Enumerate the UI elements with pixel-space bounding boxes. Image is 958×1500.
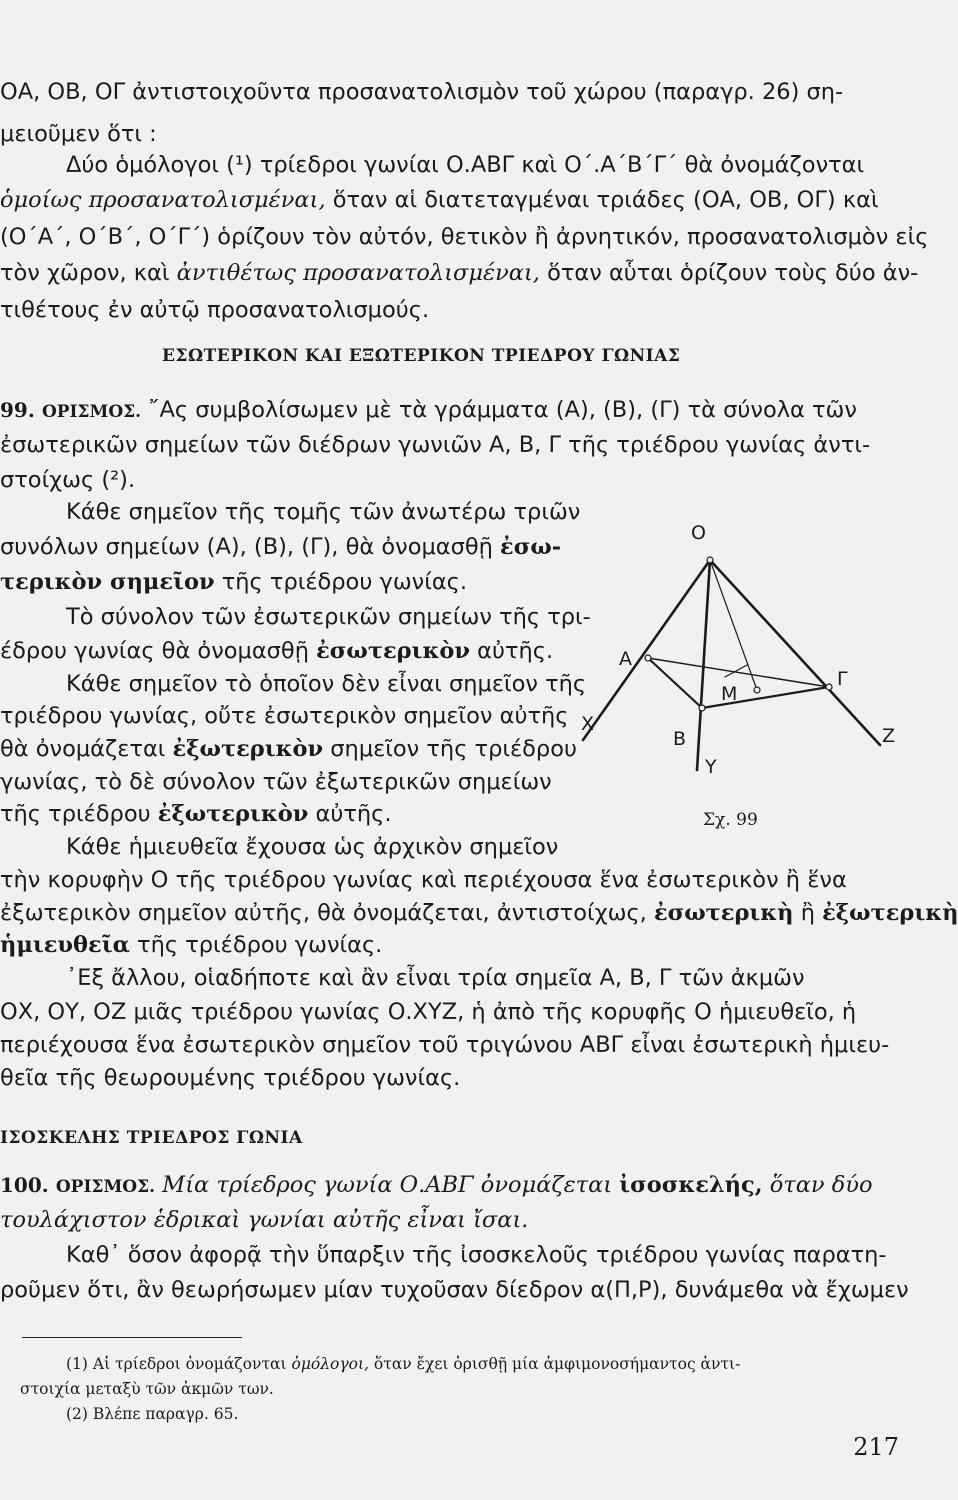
text-span: τὸν χῶρον, καὶ	[0, 260, 177, 286]
definition-label: ΟΡΙΣΜΟΣ.	[55, 1177, 156, 1197]
text-line: τὴν κορυφὴν Ο τῆς τριέδρου γωνίας καὶ περιέχουσα ἕνα ἐσωτερικὸν ἢ ἕνα	[0, 867, 847, 893]
label-A: A	[619, 648, 632, 670]
label-O: O	[691, 522, 706, 544]
bold-term: ἐσω-	[500, 534, 562, 560]
text-line: Δύο ὁμόλογοι (¹) τρίεδροι γωνίαι Ο.ΑΒΓ καὶ Ο΄.Α΄Β΄Γ΄ θὰ ὀνομάζονται	[66, 152, 865, 178]
text-line: Κάθε ἡμιευθεῖα ἔχουσα ὡς ἀρχικὸν σημεῖον	[66, 834, 559, 860]
section-heading: ΕΣΩΤΕΡΙΚΟΝ ΚΑΙ ΕΞΩΤΕΡΙΚΟΝ ΤΡΙΕΔΡΟΥ ΓΩΝΙΑΣ	[162, 346, 681, 366]
bold-term: ἐσωτερικὴ	[653, 900, 794, 926]
italic-term: ὁμοίως προσανατολισμέναι,	[0, 187, 326, 213]
text-span: θὰ ὀνομάζεται	[0, 736, 173, 762]
text-line: τουλάχιστον ἑδρικαὶ γωνίαι αὐτῆς εἶναι ἴσαι.	[0, 1207, 529, 1233]
edge-OZ	[710, 560, 880, 745]
text-line	[0, 636, 553, 666]
bold-term: ἐξωτερικὸν	[157, 801, 309, 827]
text-line	[0, 567, 467, 597]
text-span: ὅταν αἱ διατεταγμέναι τριάδες (ΟΑ, ΟΒ, ΟΓ) καὶ	[325, 187, 879, 213]
label-Y: Y	[705, 756, 717, 778]
text-line: περιέχουσα ἕνα ἐσωτερικὸν σημεῖον τοῦ τριγώνου ΑΒΓ εἶναι ἐσωτερικὴ ἡμιευ-	[0, 1032, 890, 1058]
text-span: συνόλων σημείων (Α), (Β), (Γ), θὰ ὀνομασθῇ	[0, 534, 501, 560]
text-span: ἢ	[793, 900, 823, 926]
text-span: αὐτῆς.	[308, 801, 392, 827]
footnote-rule	[22, 1337, 242, 1338]
text-line	[0, 395, 857, 427]
segment-OM	[710, 560, 757, 690]
text-line: μειοῦμεν ὅτι :	[0, 121, 157, 147]
text-span: έδρου γωνίας θὰ ὀνομασθῇ	[0, 638, 317, 664]
text-line: ἐσωτερικῶν σημείων τῶν διέδρων γωνιῶν Α, Β, Γ τῆς τριέδρου γωνίας ἀντι-	[0, 432, 871, 458]
label-B: B	[673, 728, 687, 750]
footnote: (2) Βλέπε παραγρ. 65.	[66, 1405, 239, 1423]
text-line: Καθ᾿ ὅσον ἀφορᾷ τὴν ὕπαρξιν τῆς ἰσοσκελοῦς τριέδρου γωνίας παρατη-	[66, 1242, 887, 1268]
label-M: M	[721, 683, 738, 705]
text-line: ᾿Εξ ἄλλου, οἱαδήποτε καὶ ἂν εἶναι τρία σημεῖα Α, Β, Γ τῶν ἀκμῶν	[66, 965, 805, 991]
paragraph-number: 99.	[0, 398, 35, 422]
text-line	[0, 734, 577, 764]
text-line	[0, 258, 918, 288]
text-span: σημεῖον τῆς τριέδρου	[323, 736, 577, 762]
paragraph-number: 100.	[0, 1173, 49, 1197]
italic-term: ὁμόλογοι,	[291, 1355, 369, 1373]
text-span: αὐτῆς.	[469, 638, 554, 664]
figure-caption: Σχ. 99	[703, 810, 758, 830]
bold-term: ἡμιευθεῖα	[0, 932, 130, 958]
footnote	[66, 1355, 740, 1373]
italic-term: ἀντιθέτως προσανατολισμέναι,	[176, 260, 540, 286]
label-Z: Z	[882, 725, 896, 747]
text-line	[0, 1170, 873, 1202]
bold-term: ἐξωτερικὸν	[172, 736, 324, 762]
edge-OY	[697, 560, 710, 770]
text-span: τῆς τριέδρου γωνίας.	[214, 569, 468, 595]
point-O	[707, 557, 713, 563]
text-span: ἐξωτερικὸν σημεῖον αὐτῆς, θὰ ὀνομάζεται, ἀντιστοίχως,	[0, 900, 654, 926]
text-line: Κάθε σημεῖον τὸ ὁποῖον δὲν εἶναι σημεῖον τῆς	[66, 671, 587, 697]
point-G	[826, 684, 832, 690]
figure-99	[575, 515, 905, 835]
text-span: ὅταν ἔχει ὁρισθῇ μία ἀμφιμονοσήμαντος ἀντι-	[368, 1355, 741, 1373]
text-line: Τὸ σύνολον τῶν ἐσωτερικῶν σημείων τῆς τρι-	[66, 604, 591, 630]
text-line: στοίχως (²).	[0, 467, 136, 493]
text-line: τριέδρου γωνίας, οὔτε ἐσωτερικὸν σημεῖον αὐτῆς	[0, 703, 569, 729]
point-M	[754, 687, 760, 693]
text-line: ΟΧ, ΟΥ, ΟΖ μιᾶς τριέδρου γωνίας Ο.ΧΥΖ, ἡ ἀπὸ τῆς κορυφῆς Ο ἡμιευθεῖο, ἡ	[0, 999, 857, 1025]
bold-term: ἰσοσκελής,	[619, 1172, 763, 1198]
point-A	[645, 655, 651, 661]
point-B	[699, 705, 705, 711]
text-line	[0, 930, 382, 960]
label-G: Γ	[837, 668, 848, 690]
text-line: τιθέτους ἐν αὐτῷ προσανατολισμούς.	[0, 297, 430, 323]
italic-text: Μία τρίεδρος γωνία Ο.ΑΒΓ ὀνομάζεται	[155, 1172, 620, 1198]
bold-term: ἐσωτερικὸν	[316, 638, 470, 664]
edge-OX	[583, 560, 710, 740]
text-line	[0, 898, 958, 928]
page-number: 217	[853, 1433, 899, 1461]
text-line: Κάθε σημεῖον τῆς τομῆς τῶν ἀνωτέρω τριῶν	[66, 499, 581, 525]
text-span: (1) Αἱ τρίεδροι ὀνομάζονται	[66, 1355, 292, 1373]
bold-term: ἐξωτερικὴ	[822, 900, 958, 926]
text-line: θεῖα τῆς θεωρουμένης τριέδρου γωνίας.	[0, 1065, 461, 1091]
section-heading: ΙΣΟΣΚΕΛΗΣ ΤΡΙΕΔΡΟΣ ΓΩΝΙΑ	[0, 1128, 303, 1148]
definition-label: ΟΡΙΣΜΟΣ.	[41, 402, 142, 422]
footnote: στοιχία μεταξὺ τῶν ἀκμῶν των.	[20, 1380, 274, 1398]
text-span: τῆς τριέδρου	[0, 801, 158, 827]
text-line: γωνίας, τὸ δὲ σύνολον τῶν ἐξωτερικῶν σημείων	[0, 769, 552, 795]
text-line	[0, 185, 879, 215]
text-line	[0, 799, 392, 829]
bold-term: τερικὸν σημεῖον	[0, 569, 215, 595]
italic-text: ὅταν δύο	[762, 1172, 873, 1198]
text-line	[0, 532, 561, 562]
text-span: ῎Ας συμβολίσωμεν μὲ τὰ γράμματα (Α), (Β), (Γ) τὰ σύνολα τῶν	[141, 397, 857, 423]
text-span: τῆς τριέδρου γωνίας.	[129, 932, 383, 958]
text-line: (Ο΄Α΄, Ο΄Β΄, Ο΄Γ΄) ὁρίζουν τὸν αὐτόν, θετικὸν ἢ ἀρνητικόν, προσανατολισμὸν εἰς	[0, 224, 929, 250]
label-X: X	[581, 713, 595, 735]
text-line: ροῦμεν ὅτι, ἂν θεωρήσωμεν μίαν τυχοῦσαν δίεδρον α(Π,Ρ), δυνάμεθα νὰ ἔχωμεν	[0, 1277, 909, 1303]
text-span: ὅταν αὗται ὁρίζουν τοὺς δύο ἀν-	[539, 260, 919, 286]
text-line: ΟΑ, ΟΒ, ΟΓ ἀντιστοιχοῦντα προσανατολισμὸν τοῦ χώρου (παραγρ. 26) ση-	[0, 79, 844, 105]
